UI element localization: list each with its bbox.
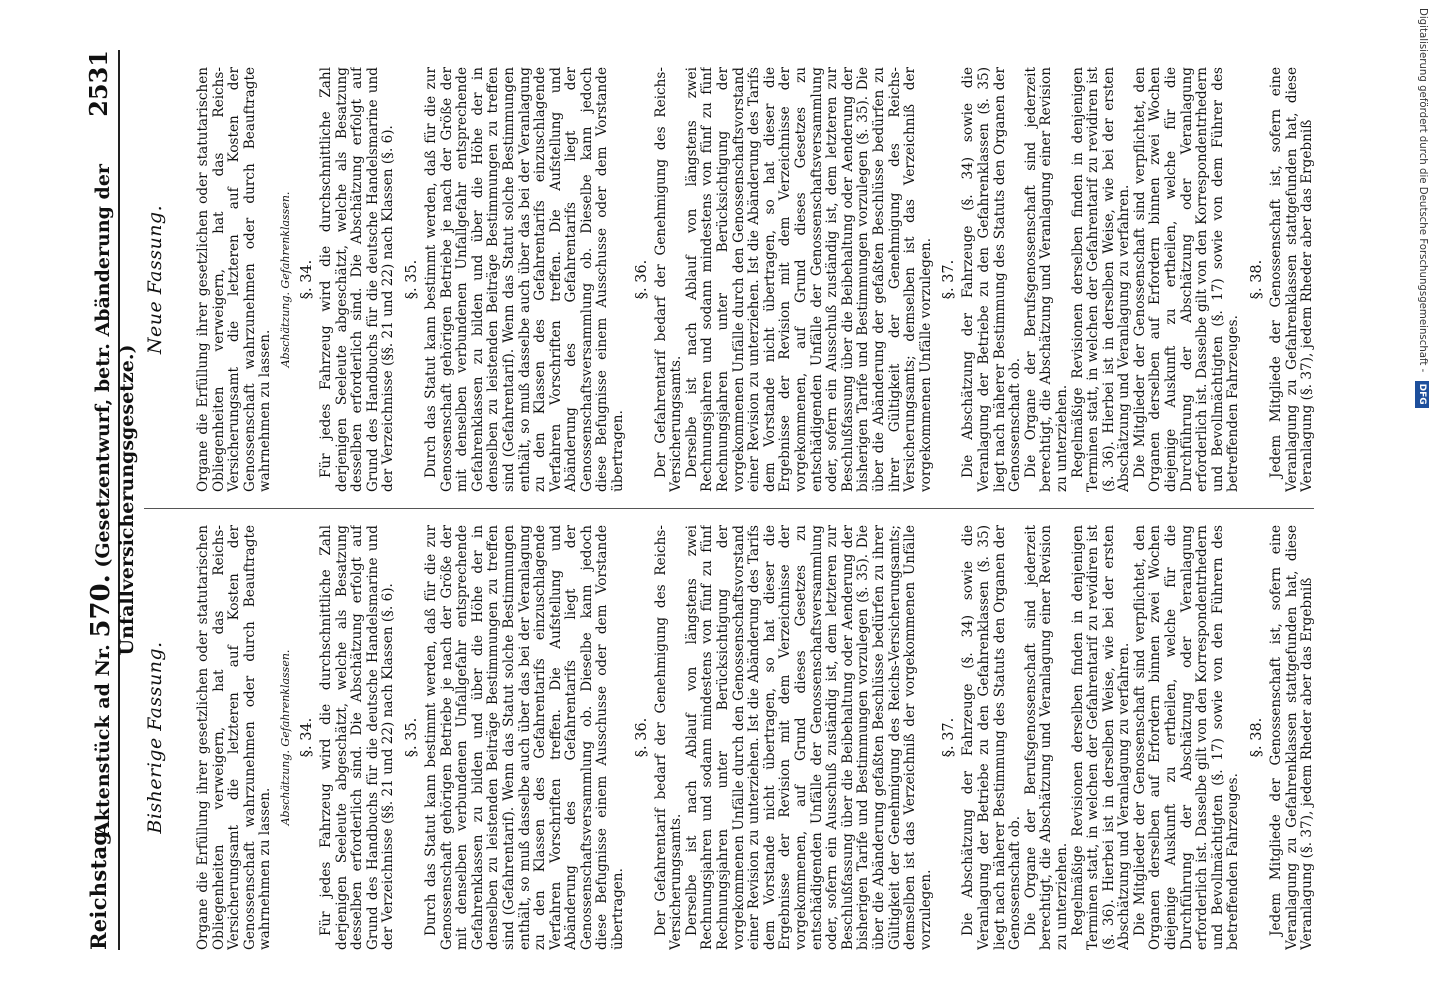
section-heading: §. 34. — [298, 259, 315, 300]
paragraph: Die Abschätzung der Fahrzeuge (§. 34) sowie die Veranlagung der Betriebe zu den Gefahrenklassen (§. 35) liegt nach näherer Bestimmung des Statuts den Organen der Genossenschaft ob. — [960, 525, 1024, 950]
side-note: Abschätzung. Gefahrenklassen. — [278, 191, 292, 368]
column-body — [196, 67, 1316, 492]
column-old-version — [122, 525, 1317, 950]
paragraph: Die Organe der Berufsgenossenschaft sind jederzeit berechtigt, die Abschätzung und Veranlagung einer Revision zu unterziehen. — [1022, 67, 1070, 492]
section-heading: §. 38. — [1249, 259, 1266, 300]
paragraph: Die Abschätzung der Fahrzeuge (§. 34) sowie die Veranlagung der Betriebe zu den Gefahrenklassen (§. 35) liegt nach näherer Bestimmung des Statuts den Organen der Genossenschaft ob. — [960, 67, 1024, 492]
section-heading: §. 36. — [633, 259, 650, 300]
paragraph: Die Mitglieder der Genossenschaft sind verpflichtet, den Organen derselben auf Erfordern binnen zwei Wochen diejenige Auskunft zu ertheilen, welche für die Durchführung der Abschätzung oder Veranlagung erforderlich ist. Dasselbe gilt von den Korrespondentrhedern und Bevollmächtigten (§. 17) sowie von dem Führer des betreffenden Fahrzeuges. — [1131, 67, 1242, 492]
paragraph: Die Organe der Berufsgenossenschaft sind jederzeit berechtigt, die Abschätzung und Veranlagung einer Revision zu unterziehen. — [1022, 525, 1070, 950]
page-header — [80, 50, 138, 950]
paragraph: Organe die Erfüllung ihrer gesetzlichen oder statutarischen Obliegenheiten verweigern, hat das Reichs-Versicherungsamt die letzteren auf Kosten der Genossenschaft wahrzunehmen oder durch Beauftragte wahrnehmen zu lassen. — [195, 525, 274, 950]
paragraph: Jedem Mitgliede der Genossenschaft ist, sofern eine Veranlagung zu Gefahrenklassen stattgefunden hat, diese Veranlagung (§. 37), jedem Rheder aber das Ergebniß — [1268, 67, 1316, 492]
header-document-number: 570. — [86, 574, 116, 638]
digitization-credit: Digitalisierung gefördert durch die Deutsche Forschungsgemeinschaft - — [1417, 8, 1428, 373]
paragraph: Der Gefahrentarif bedarf der Genehmigung des Reichs-Versicherungsamts. — [652, 67, 685, 492]
paragraph: Derselbe ist nach Ablauf von längstens zwei Rechnungsjahren und sodann mindestens von fünf zu fünf Rechnungsjahren unter Berücksichtigung der vorgekommenen Unfälle durch den Genossenschaftsvorstand einer Revision zu unterziehen. Ist die Abänderung des Tarifs dem Vorstande nicht übertragen, so hat dieser die Ergebnisse der Revision mit dem Verzeichnisse der vorgekommenen, auf Grund dieses Gesetzes zu entschädigenden Unfälle der Genossenschaftsversammlung oder, sofern ein Ausschuß zuständig ist, dem letzteren zur Beschlußfassung über die Beibehaltung oder Aenderung der bisherigen Tarife und Bestimmungen vorzulegen (§. 35). Die über die Abänderung gefaßten Beschlüsse bedürfen zu ihrer Gültigkeit der Genehmigung des Reichs-Versicherungsamts; demselben ist das Verzeichniß der vorgekommenen Unfälle vorzulegen. — [683, 525, 934, 950]
paragraph: Durch das Statut kann bestimmt werden, daß für die zur Genossenschaft gehörigen Betriebe je nach der Größe der mit denselben verbundenen Unfallgefahr entsprechende Gefahrenklassen zu bilden und über die Höhe der in denselben zu leistenden Beiträge Bestimmungen zu treffen sind (Gefahrentarif). Wenn das Statut solche Bestimmungen enthält, so muß dasselbe auch über das bei der Veranlagung zu den Klassen des Gefahrentarifs einzuschlagende Verfahren Vorschriften treffen. Die Aufstellung und Abänderung des Gefahrentarifs liegt der Genossenschaftsversammlung ob. Dieselbe kann jedoch diese Befugnisse einem Ausschusse oder dem Vorstande übertragen. — [422, 67, 627, 492]
header-center-prefix: Aktenstück ad Nr. — [92, 644, 114, 836]
header-left-title: Reichstag. — [86, 823, 111, 950]
paragraph: Für jedes Fahrzeug wird die durchschnittliche Zahl derjenigen Seeleute abgeschätzt, welche als Besatzung desselben erforderlich sind. Die Abschätzung erfolgt auf Grund des Handbuchs für die deutsche Handelsmarine und der Verzeichnisse (§§. 21 und 22) nach Klassen (§. 6). — [317, 525, 397, 950]
column-title: Bisherige Fassung. — [144, 641, 166, 834]
paragraph: Regelmäßige Revisionen derselben finden in denjenigen Terminen statt, in welchen der Gefahrentarif zu revidiren ist (§. 36). Hierbei ist in derselben Weise, wie bei der ersten Abschätzung und Veranlagung zu verfahren. — [1069, 67, 1133, 492]
section-heading: §. 37. — [941, 259, 958, 300]
margin-credit — [1414, 8, 1432, 992]
column-body — [196, 525, 1316, 950]
section-heading: §. 34. — [298, 717, 315, 758]
section-heading: §. 35. — [403, 259, 420, 300]
paragraph: Die Mitglieder der Genossenschaft sind verpflichtet, den Organen derselben auf Erfordern binnen zwei Wochen diejenige Auskunft zu ertheilen, welche für die Durchführung der Abschätzung oder Veranlagung erforderlich ist. Dasselbe gilt von den Korrespondentrhedern und Bevollmächtigten (§. 17) sowie von den Führern des betreffenden Fahrzeuges. — [1131, 525, 1242, 950]
paragraph: Jedem Mitgliede der Genossenschaft ist, sofern eine Veranlagung zu Gefahrenklassen stattgefunden hat, diese Veranlagung (§. 37), jedem Rheder aber das Ergebniß — [1268, 525, 1316, 950]
paragraph: Durch das Statut kann bestimmt werden, daß für die zur Genossenschaft gehörigen Betriebe je nach der Größe der mit denselben verbundenen Unfallgefahr entsprechende Gefahrenklassen zu bilden und über die Höhe der in denselben zu leistenden Beiträge Bestimmungen zu treffen sind (Gefahrentarif). Wenn das Statut solche Bestimmungen enthält, so muß dasselbe auch über das bei der Veranlagung zu den Klassen des Gefahrentarifs einzuschlagende Verfahren Vorschriften treffen. Die Aufstellung und Abänderung des Gefahrentarifs liegt der Genossenschaftsversammlung ob. Dieselbe kann jedoch diese Befugnisse einem Ausschusse oder dem Vorstande übertragen. — [422, 525, 627, 950]
section-heading: §. 37. — [941, 717, 958, 758]
dfg-logo: DFG — [1415, 381, 1429, 408]
header-center-suffix: (Gesetzentwurf, betr. Abänderung der Unfallversicherungsgesetze.) — [92, 164, 138, 656]
column-divider — [144, 508, 1314, 509]
document-page — [80, 50, 1325, 950]
page-number: 2531 — [84, 50, 113, 117]
paragraph: Organe die Erfüllung ihrer gesetzlichen oder statutarischen Obliegenheiten verweigern, hat das Reichs-Versicherungsamt die letzteren auf Kosten der Genossenschaft wahrzunehmen oder durch Beauftragte wahrnehmen zu lassen. — [195, 67, 274, 492]
paragraph: Der Gefahrentarif bedarf der Genehmigung des Reichs-Versicherungsamts. — [652, 525, 685, 950]
column-title: Neue Fassung. — [144, 204, 166, 355]
paragraph: Derselbe ist nach Ablauf von längstens zwei Rechnungsjahren und sodann mindestens von fünf zu fünf Rechnungsjahren unter Berücksichtigung der vorgekommenen Unfälle durch den Genossenschaftsvorstand einer Revision zu unterziehen. Ist die Abänderung des Tarifs dem Vorstande nicht übertragen, so hat dieser die Ergebnisse der Revision mit dem Verzeichnisse der vorgekommenen, auf Grund dieses Gesetzes zu entschädigenden Unfälle der Genossenschaftsversammlung oder, sofern ein Ausschuß zuständig ist, dem letzteren zur Beschlußfassung über die Beibehaltung oder Aenderung der bisherigen Tarife und Bestimmungen vorzulegen (§. 35). Die über die Abänderung der gefaßten Beschlüsse bedürfen zu ihrer Gültigkeit der Genehmigung des Reichs-Versicherungsamts; demselben ist das Verzeichniß der vorgekommenen Unfälle vorzulegen. — [683, 67, 934, 492]
section-heading: §. 38. — [1249, 717, 1266, 758]
section-heading: §. 36. — [633, 717, 650, 758]
paragraph: Regelmäßige Revisionen derselben finden in denjenigen Terminen statt, in welchen der Gefahrentarif zu revidiren ist (§. 36). Hierbei ist in derselben Weise, wie bei der ersten Abschätzung und Veranlagung zu verfahren. — [1069, 525, 1133, 950]
section-heading: §. 35. — [403, 717, 420, 758]
margin-credit-text-wrap — [1414, 8, 1430, 992]
side-note: Abschätzung. Gefahrenklassen. — [278, 649, 292, 826]
column-new-version — [122, 67, 1317, 492]
paragraph: Für jedes Fahrzeug wird die durchschnittliche Zahl derjenigen Seeleute abgeschätzt, welche als Besatzung desselben erforderlich sind. Die Abschätzung erfolgt auf Grund des Handbuchs für die deutsche Handelsmarine und der Verzeichnisse (§§. 21 und 22) nach Klassen (§. 6). — [317, 67, 397, 492]
